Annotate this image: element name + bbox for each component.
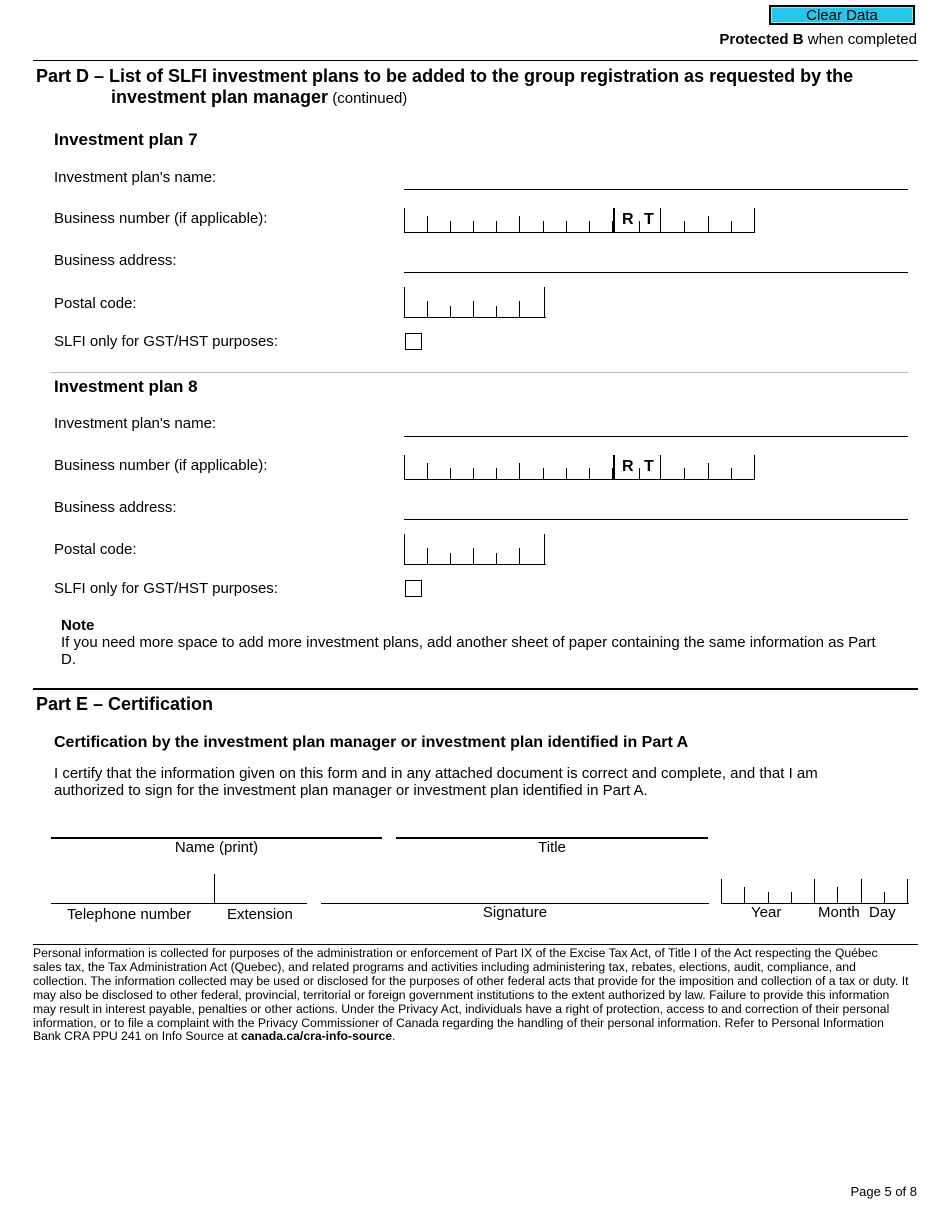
clear-data-button[interactable]: Clear Data bbox=[769, 5, 915, 25]
comb-tick bbox=[450, 306, 451, 317]
comb-tick bbox=[721, 879, 722, 903]
plan-8-address-label: Business address: bbox=[54, 499, 177, 516]
comb-tick bbox=[519, 463, 520, 479]
privacy-text: Personal information is collected for purposes of the administration or enforcement of Part IX of the Excise Tax Act, of Title I of the Act respecting the Québec sales tax, the Tax Administration Act (Quebec), and related programs and activities including administering tax, rebates, elections, audit, compliance, and collection. The information collected may be used or disclosed for the purposes of other federal acts that provide for the imposition and collection of a tax or duty. It may also be disclosed to other federal, provincial, territorial or foreign government institutions to the extent authorized by law. Failure to provide this information may result in interest payable, penalties or other actions. Under the Privacy Act, individuals have a right of protection, access to and correction of their personal information, or to file a complaint with the Privacy Commissioner of Canada regarding the handling of their personal information. Refer to Personal Information Bank CRA PPU 241 on Info Source at bbox=[33, 946, 909, 1044]
page-number: Page 5 of 8 bbox=[850, 1184, 917, 1199]
top-rule bbox=[33, 60, 918, 61]
title-label: Title bbox=[538, 839, 566, 856]
comb-tick bbox=[754, 208, 755, 232]
comb-tick bbox=[613, 208, 615, 232]
rt-letter-t: T bbox=[644, 458, 654, 475]
comb-tick bbox=[660, 208, 661, 232]
comb-tick bbox=[708, 216, 709, 232]
comb-tick bbox=[543, 468, 544, 479]
protected-b-notice bbox=[719, 31, 917, 48]
rt-letter-r: R bbox=[622, 458, 634, 475]
telephone-label: Telephone number bbox=[67, 906, 192, 923]
comb-tick bbox=[404, 455, 405, 479]
protected-b-label: Protected B bbox=[719, 31, 804, 48]
info-source-link[interactable]: canada.ca/cra-info-source bbox=[240, 1029, 393, 1044]
plan-8-address-field[interactable] bbox=[404, 519, 908, 520]
comb-tick bbox=[731, 468, 732, 479]
comb-tick bbox=[639, 468, 640, 479]
comb-tick bbox=[639, 221, 640, 232]
date-field[interactable] bbox=[721, 880, 909, 904]
comb-tick bbox=[566, 468, 567, 479]
part-e-title: Part E – Certification bbox=[36, 694, 214, 714]
plan-7-business-number-field[interactable] bbox=[404, 209, 755, 233]
comb-tick bbox=[496, 306, 497, 317]
comb-tick bbox=[861, 879, 862, 903]
plan-7-address-field[interactable] bbox=[404, 272, 908, 273]
plan-divider bbox=[50, 372, 908, 373]
plan-8-name-label: Investment plan's name: bbox=[54, 415, 217, 432]
comb-tick bbox=[496, 553, 497, 564]
part-d-continued: (continued) bbox=[328, 90, 408, 107]
comb-tick bbox=[473, 548, 474, 564]
plan-7-heading: Investment plan 7 bbox=[54, 130, 198, 149]
year-label: Year bbox=[751, 904, 782, 921]
comb-tick bbox=[708, 463, 709, 479]
privacy-end: . bbox=[392, 1029, 396, 1044]
rt-letter-t: T bbox=[644, 211, 654, 228]
comb-tick bbox=[837, 887, 838, 903]
comb-tick bbox=[589, 468, 590, 479]
comb-tick bbox=[473, 468, 474, 479]
plan-8-slfi-checkbox[interactable] bbox=[405, 580, 422, 597]
comb-tick bbox=[589, 221, 590, 232]
month-label: Month bbox=[818, 904, 860, 921]
plan-7-postal-label: Postal code: bbox=[54, 295, 137, 312]
comb-tick bbox=[404, 287, 405, 317]
comb-tick bbox=[519, 216, 520, 232]
extension-field[interactable] bbox=[214, 880, 307, 903]
name-label: Name (print) bbox=[174, 839, 259, 856]
plan-7-address-label: Business address: bbox=[54, 252, 177, 269]
comb-tick bbox=[519, 548, 520, 564]
comb-tick bbox=[544, 534, 545, 564]
plan-8-slfi-label: SLFI only for GST/HST purposes: bbox=[54, 580, 278, 597]
comb-tick bbox=[684, 468, 685, 479]
certification-subtitle: Certification by the investment plan manager or investment plan identified in Part A bbox=[54, 734, 689, 751]
comb-tick bbox=[496, 468, 497, 479]
comb-tick bbox=[791, 892, 792, 903]
comb-tick bbox=[754, 455, 755, 479]
comb-tick bbox=[473, 221, 474, 232]
comb-tick bbox=[427, 548, 428, 564]
plan-7-name-field[interactable] bbox=[404, 189, 908, 190]
plan-8-postal-label: Postal code: bbox=[54, 541, 137, 558]
signature-label: Signature bbox=[482, 904, 548, 921]
comb-tick bbox=[660, 455, 661, 479]
plan-8-name-field[interactable] bbox=[404, 436, 908, 437]
part-d-title-line1: Part D – List of SLFI investment plans to be added to the group registration as requested by the bbox=[36, 66, 854, 86]
comb-tick bbox=[450, 468, 451, 479]
protected-b-suffix: when completed bbox=[803, 31, 917, 48]
comb-tick bbox=[496, 221, 497, 232]
comb-tick bbox=[907, 879, 908, 903]
part-e-rule bbox=[33, 688, 918, 690]
plan-7-slfi-checkbox[interactable] bbox=[405, 333, 422, 350]
comb-tick bbox=[450, 221, 451, 232]
plan-8-heading: Investment plan 8 bbox=[54, 377, 198, 396]
comb-tick bbox=[566, 221, 567, 232]
footer-rule bbox=[33, 944, 918, 945]
comb-tick bbox=[884, 892, 885, 903]
comb-tick bbox=[744, 887, 745, 903]
rt-letter-r: R bbox=[622, 211, 634, 228]
plan-8-bn-label: Business number (if applicable): bbox=[54, 457, 268, 474]
certification-statement: I certify that the information given on this form and in any attached document is correct and complete, and that I am authorized to sign for the investment plan manager or investment plan identified in Part A. bbox=[54, 765, 818, 799]
plan-8-postal-code-field[interactable] bbox=[404, 535, 546, 565]
plan-7-slfi-label: SLFI only for GST/HST purposes: bbox=[54, 333, 278, 350]
comb-tick bbox=[427, 216, 428, 232]
note-title: Note bbox=[61, 617, 95, 634]
comb-tick bbox=[684, 221, 685, 232]
comb-tick bbox=[768, 892, 769, 903]
comb-tick bbox=[427, 301, 428, 317]
telephone-field[interactable] bbox=[51, 903, 307, 904]
comb-tick bbox=[544, 287, 545, 317]
plan-7-postal-code-field[interactable] bbox=[404, 288, 546, 318]
comb-tick bbox=[450, 553, 451, 564]
comb-tick bbox=[427, 463, 428, 479]
plan-8-business-number-field[interactable] bbox=[404, 456, 755, 480]
comb-tick bbox=[613, 455, 615, 479]
part-d-title-main: investment plan manager bbox=[111, 87, 329, 107]
privacy-notice bbox=[33, 947, 909, 1044]
comb-tick bbox=[519, 301, 520, 317]
comb-tick bbox=[473, 301, 474, 317]
extension-label: Extension bbox=[227, 906, 293, 923]
comb-tick bbox=[814, 879, 815, 903]
part-d-title-line2 bbox=[111, 87, 407, 108]
plan-7-bn-label: Business number (if applicable): bbox=[54, 210, 268, 227]
plan-7-name-label: Investment plan's name: bbox=[54, 169, 217, 186]
day-label: Day bbox=[869, 904, 896, 921]
comb-tick bbox=[543, 221, 544, 232]
note-text: If you need more space to add more investment plans, add another sheet of paper containing the same information as Part D. bbox=[61, 634, 876, 668]
comb-tick bbox=[404, 534, 405, 564]
comb-tick bbox=[731, 221, 732, 232]
comb-tick bbox=[404, 208, 405, 232]
